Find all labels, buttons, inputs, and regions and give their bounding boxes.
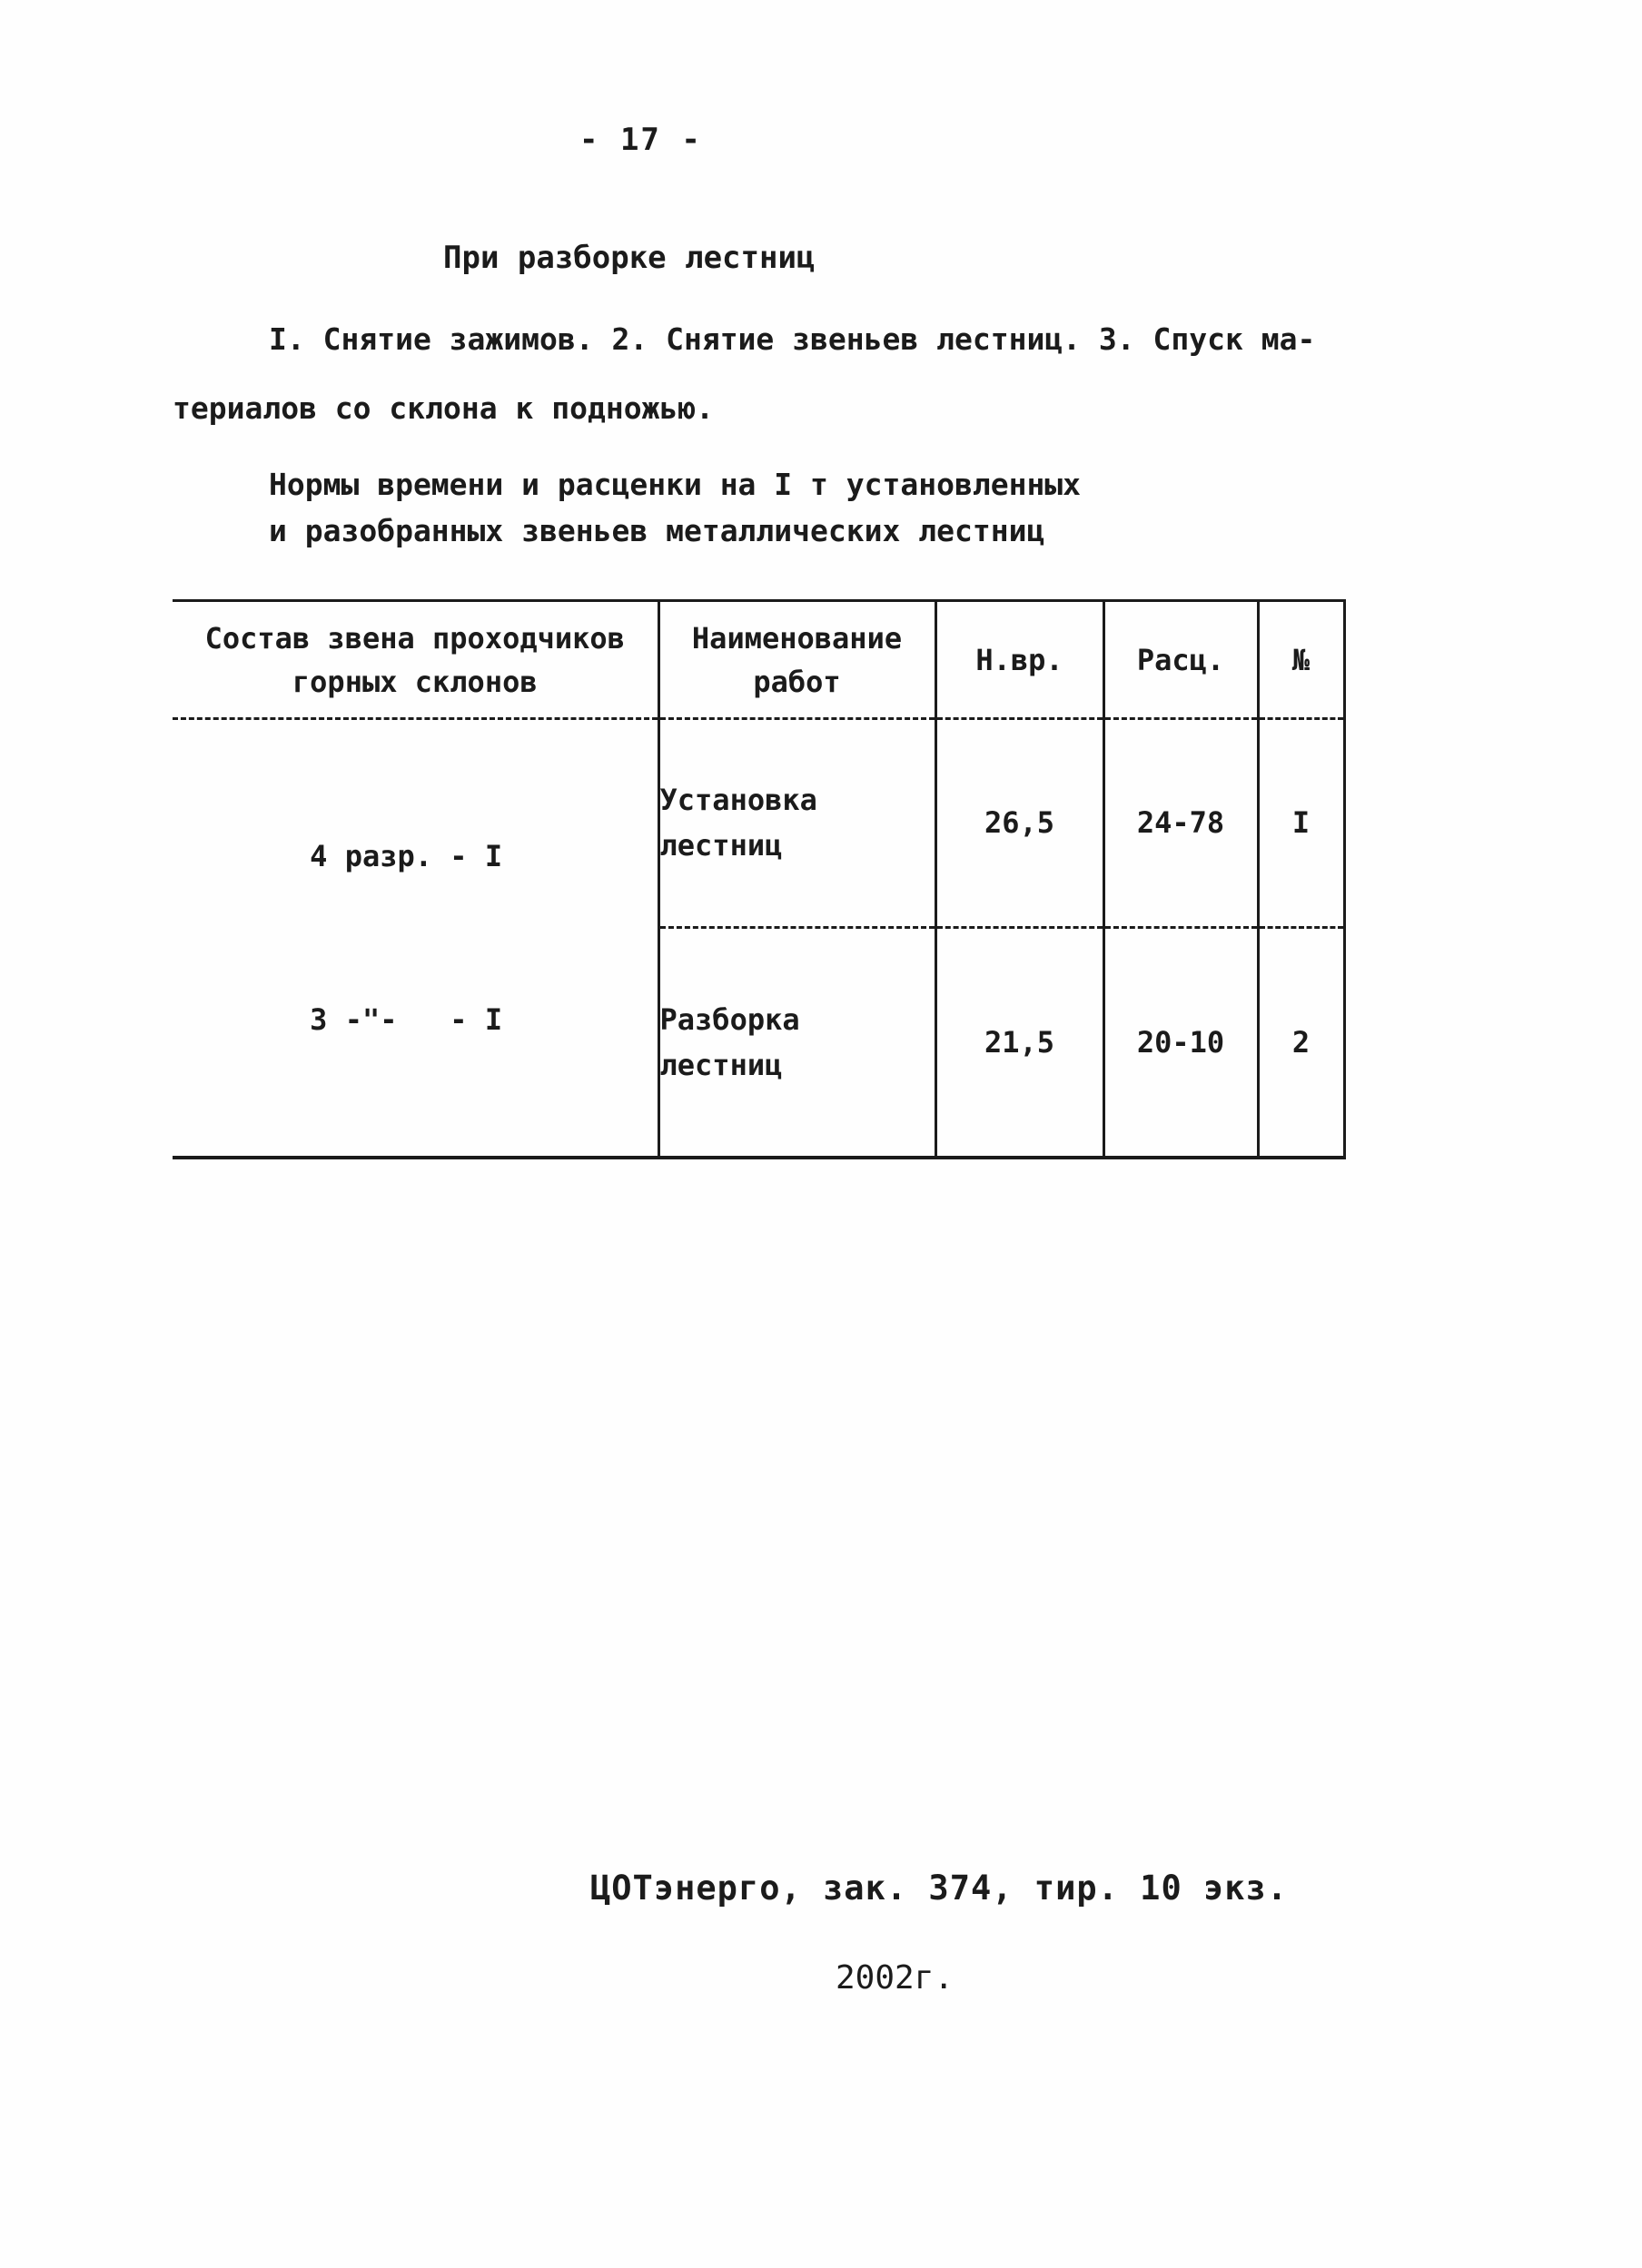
table-row: [173, 719, 1344, 928]
table-header-row: [173, 601, 1344, 719]
page-number: - 17 -: [579, 122, 702, 158]
row-number: I: [1258, 719, 1344, 928]
paragraph-line-2: териалов со склона к подножью.: [173, 390, 715, 426]
crew-line1: 4 разр. - I: [310, 839, 503, 873]
rasc-value: 24-78: [1103, 719, 1258, 928]
work-cell: [658, 927, 935, 1158]
work-line2: лестниц: [659, 1047, 783, 1082]
header-nvr: Н.вр.: [935, 601, 1103, 719]
header-crew: [173, 601, 658, 719]
crew-line2: 3 -"- - I: [310, 1002, 503, 1037]
imprint-line: ЦОТэнерго, зак. 374, тир. 10 экз.: [590, 1869, 1289, 1908]
header-num: №: [1258, 601, 1344, 719]
work-line1: Установка: [659, 783, 817, 818]
header-work-line1: Наименование: [691, 620, 903, 656]
norms-table-container: [173, 599, 1346, 1159]
header-crew-line2: горных склонов: [292, 664, 538, 699]
paragraph-line-1: I. Снятие зажимов. 2. Снятие звеньев лестниц. 3. Спуск ма-: [269, 321, 1316, 357]
rasc-value: 20-10: [1103, 927, 1258, 1158]
header-rasc: Расц.: [1103, 601, 1258, 719]
table-title-line-1: Нормы времени и расценки на I т установленных: [269, 467, 1082, 502]
work-cell: [658, 719, 935, 928]
table-title-line-2: и разобранных звеньев металлических лестниц: [269, 513, 1045, 548]
crew-cell: [173, 719, 658, 1159]
work-line2: лестниц: [659, 828, 783, 863]
row-number: 2: [1258, 927, 1344, 1158]
imprint-year: 2002г.: [836, 1959, 955, 1997]
nvr-value: 26,5: [935, 719, 1103, 928]
header-crew-line1: Состав звена проходчиков: [204, 620, 625, 656]
work-line1: Разборка: [659, 1001, 800, 1037]
section-heading: При разборке лестниц: [443, 240, 816, 276]
header-work: [658, 601, 935, 719]
norms-table: [173, 599, 1346, 1159]
nvr-value: 21,5: [935, 927, 1103, 1158]
header-work-line2: работ: [753, 664, 841, 699]
